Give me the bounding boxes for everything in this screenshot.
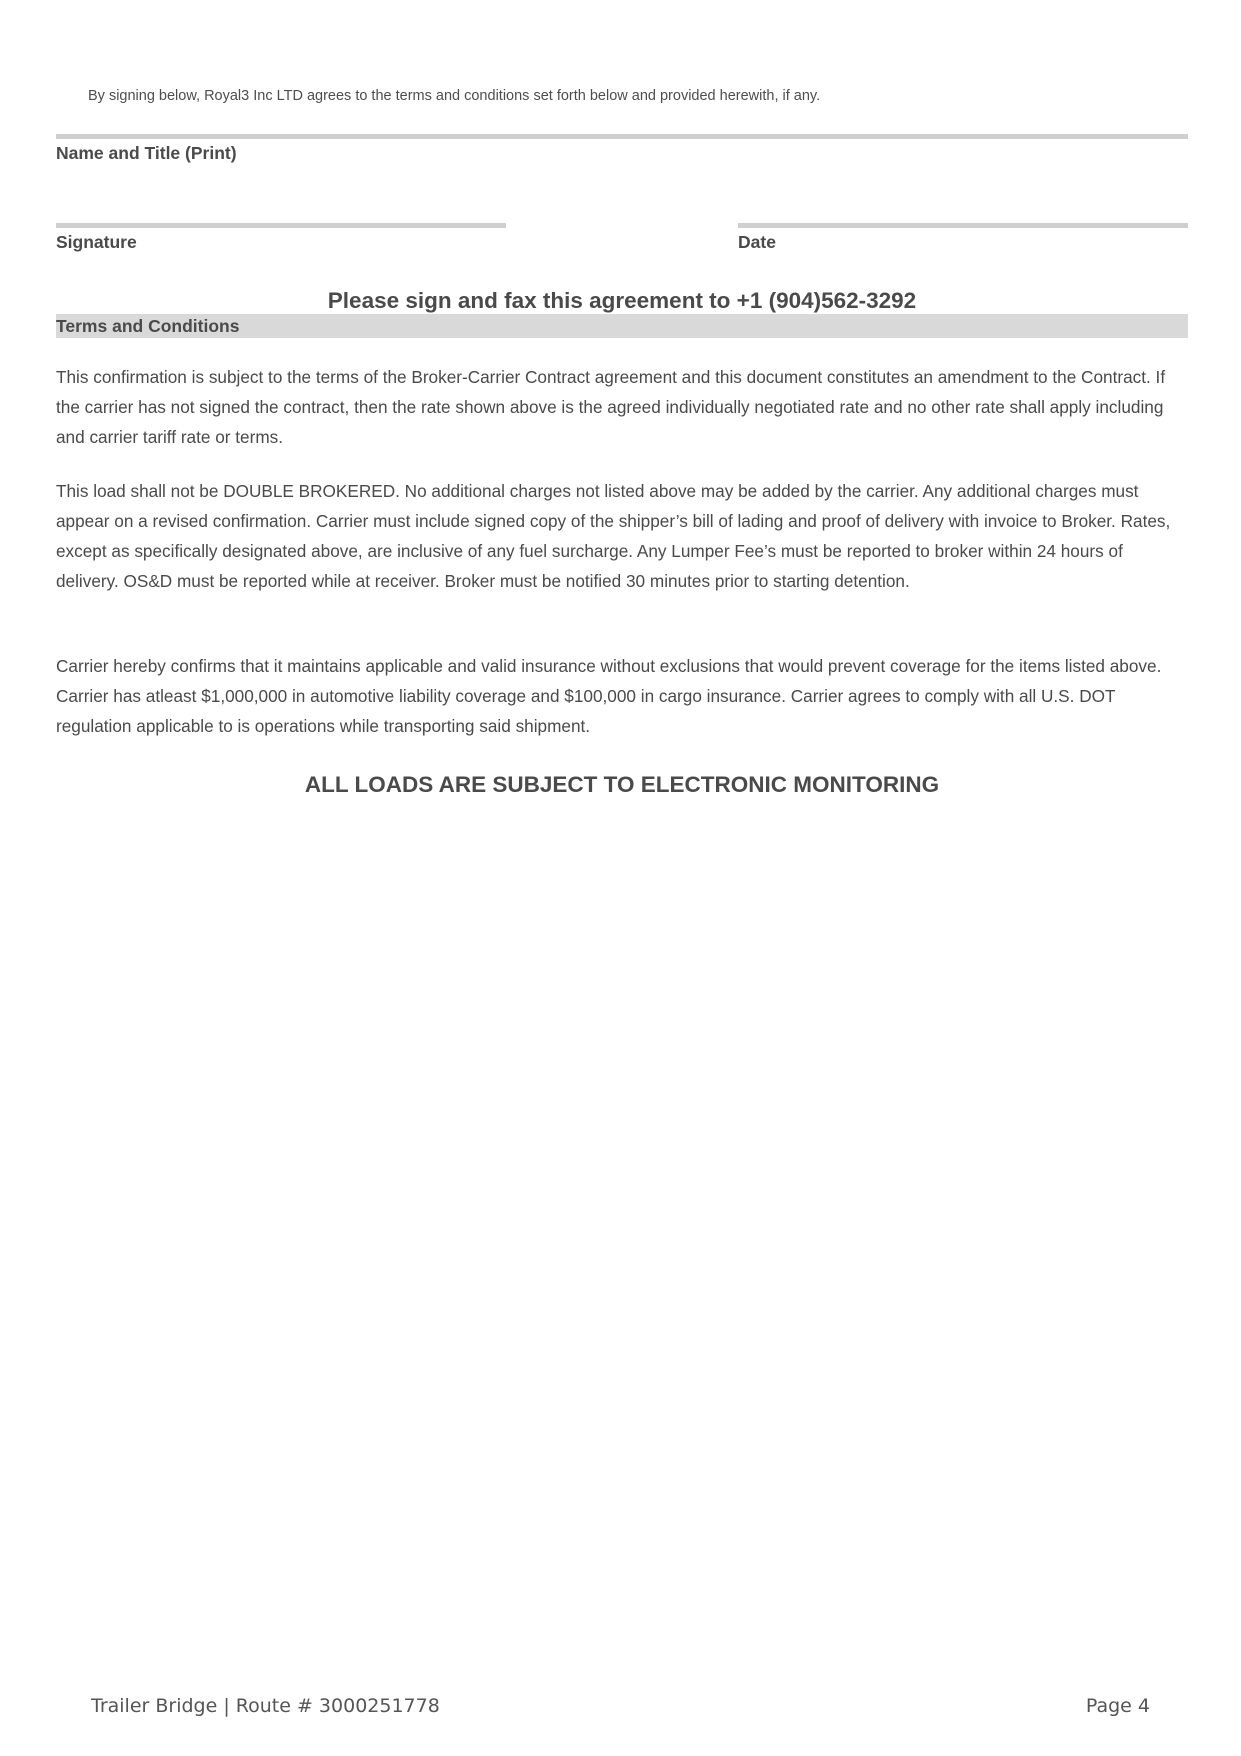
terms-heading: Terms and Conditions	[56, 316, 240, 336]
terms-paragraph-contract: This confirmation is subject to the terms of the Broker-Carrier Contract agreement and this document constitutes an amendment to the Contract. If the carrier has not signed the contract, then the rate shown above is the agreed individually negotiated rate and no other rate shall apply including and carrier tariff rate or terms.	[56, 367, 1166, 447]
fax-instruction: Please sign and fax this agreement to +1 (904)562-3292	[327, 288, 917, 313]
signature-line	[56, 223, 506, 228]
date-line	[738, 223, 1188, 228]
name-title-signature-line	[56, 134, 1188, 139]
terms-section-header	[56, 314, 1188, 338]
signature-label: Signature	[56, 232, 137, 252]
date-label: Date	[738, 232, 776, 252]
monitoring-notice: ALL LOADS ARE SUBJECT TO ELECTRONIC MONITORING	[304, 772, 940, 797]
name-title-label: Name and Title (Print)	[56, 143, 237, 163]
footer-route-info: Trailer Bridge | Route # 3000251778	[91, 1695, 440, 1717]
terms-paragraph-insurance: Carrier hereby confirms that it maintains applicable and valid insurance without exclusions that would prevent coverage for the items listed above. Carrier has atleast $1,000,000 in automotive liability coverage and $100,000 in cargo insurance. Carrier agrees to comply with all U.S. DOT regulation applicable to is operations while transporting said shipment.	[56, 656, 1162, 736]
agreement-intro-text: By signing below, Royal3 Inc LTD agrees to the terms and conditions set forth below and provided herewith, if any.	[88, 88, 821, 104]
footer-page-number: Page 4	[1085, 1695, 1150, 1717]
terms-paragraph-brokering: This load shall not be DOUBLE BROKERED. No additional charges not listed above may be added by the carrier. Any additional charges must appear on a revised confirmation. Carrier must include signed copy of the shipper’s bill of lading and proof of delivery with invoice to Broker. Rates, except as specifically designated above, are inclusive of any fuel surcharge. Any Lumper Fee’s must be reported to broker within 24 hours of delivery. OS&D must be reported while at receiver. Broker must be notified 30 minutes prior to starting detention.	[56, 481, 1171, 591]
